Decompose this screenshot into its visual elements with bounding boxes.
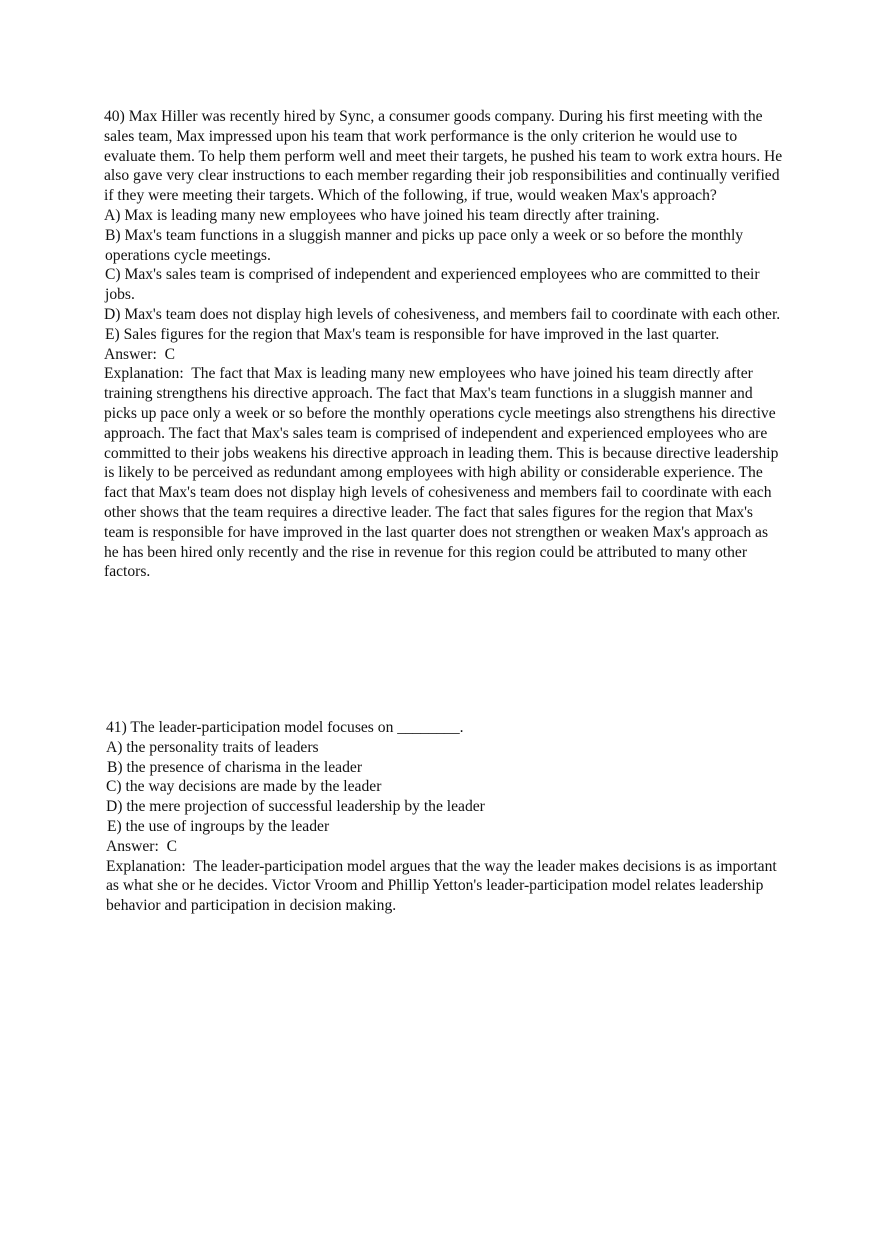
option-d: D) the mere projection of successful leadership by the leader (106, 798, 485, 816)
question-stem (104, 107, 787, 206)
answer: Answer: C (106, 837, 178, 855)
question-number: 41) (106, 719, 127, 736)
option-b: B) Max's team functions in a sluggish manner and picks up pace only a week or so before the monthly operations cycle meetings. (105, 226, 748, 264)
option-c: C) the way decisions are made by the leader (106, 778, 382, 796)
explanation: Explanation: The leader-participation model argues that the way the leader makes decisions is as important as what she or he decides. Victor Vroom and Phillip Yetton's leader-participation model relates leadership behavior and participation in decision making. (106, 857, 781, 915)
option-a: A) Max is leading many new employees who have joined his team directly after training. (104, 206, 660, 224)
option-d: D) Max's team does not display high levels of cohesiveness, and members fail to coordinate with each other. (104, 305, 781, 323)
explanation: Explanation: The fact that Max is leading many new employees who have joined his team directly after training strengthens his directive approach. The fact that Max's team functions in a sluggish manner and picks up pace only a week or so before the monthly operations cycle meetings also strengthens his directive approach. The fact that Max's sales team is comprised of independent and experienced employees who are committed to their jobs weakens his directive approach in leading them. This is because directive leadership is likely to be perceived as redundant among employees with high ability or considerable experience. The fact that Max's team does not display high levels of cohesiveness and members fail to coordinate with each other shows that the team requires a directive leader. The fact that sales figures for the region that Max's team is responsible for have improved in the last quarter does not strengthen or weaken Max's approach as he has been hired only recently and the rise in revenue for this region could be attributed to many other factors. (104, 365, 783, 581)
answer: Answer: C (104, 345, 176, 363)
option-b: B) the presence of charisma in the leader (107, 758, 363, 776)
question-number: 40) (104, 108, 125, 125)
option-e: E) Sales figures for the region that Max's team is responsible for have improved in the last quarter. (105, 325, 720, 343)
option-e: E) the use of ingroups by the leader (107, 817, 330, 835)
question-text: The leader-participation model focuses on ________. (130, 719, 464, 736)
question-text: Max Hiller was recently hired by Sync, a consumer goods company. During his first meeting with the sales team, Max impressed upon his team that work performance is the only criterion he would use to evaluate them. To help them perform well and meet their targets, he pushed his team to work extra hours. He also gave very clear instructions to each member regarding their job responsibilities and continually verified if they were meeting their targets. Which of the following, if true, would weaken Max's approach? (104, 108, 787, 205)
question-stem (106, 718, 786, 738)
option-a: A) the personality traits of leaders (106, 738, 319, 756)
question-40 (104, 107, 787, 582)
option-c: C) Max's sales team is comprised of independent and experienced employees who are committed to their jobs. (105, 266, 764, 304)
question-41 (106, 718, 786, 916)
